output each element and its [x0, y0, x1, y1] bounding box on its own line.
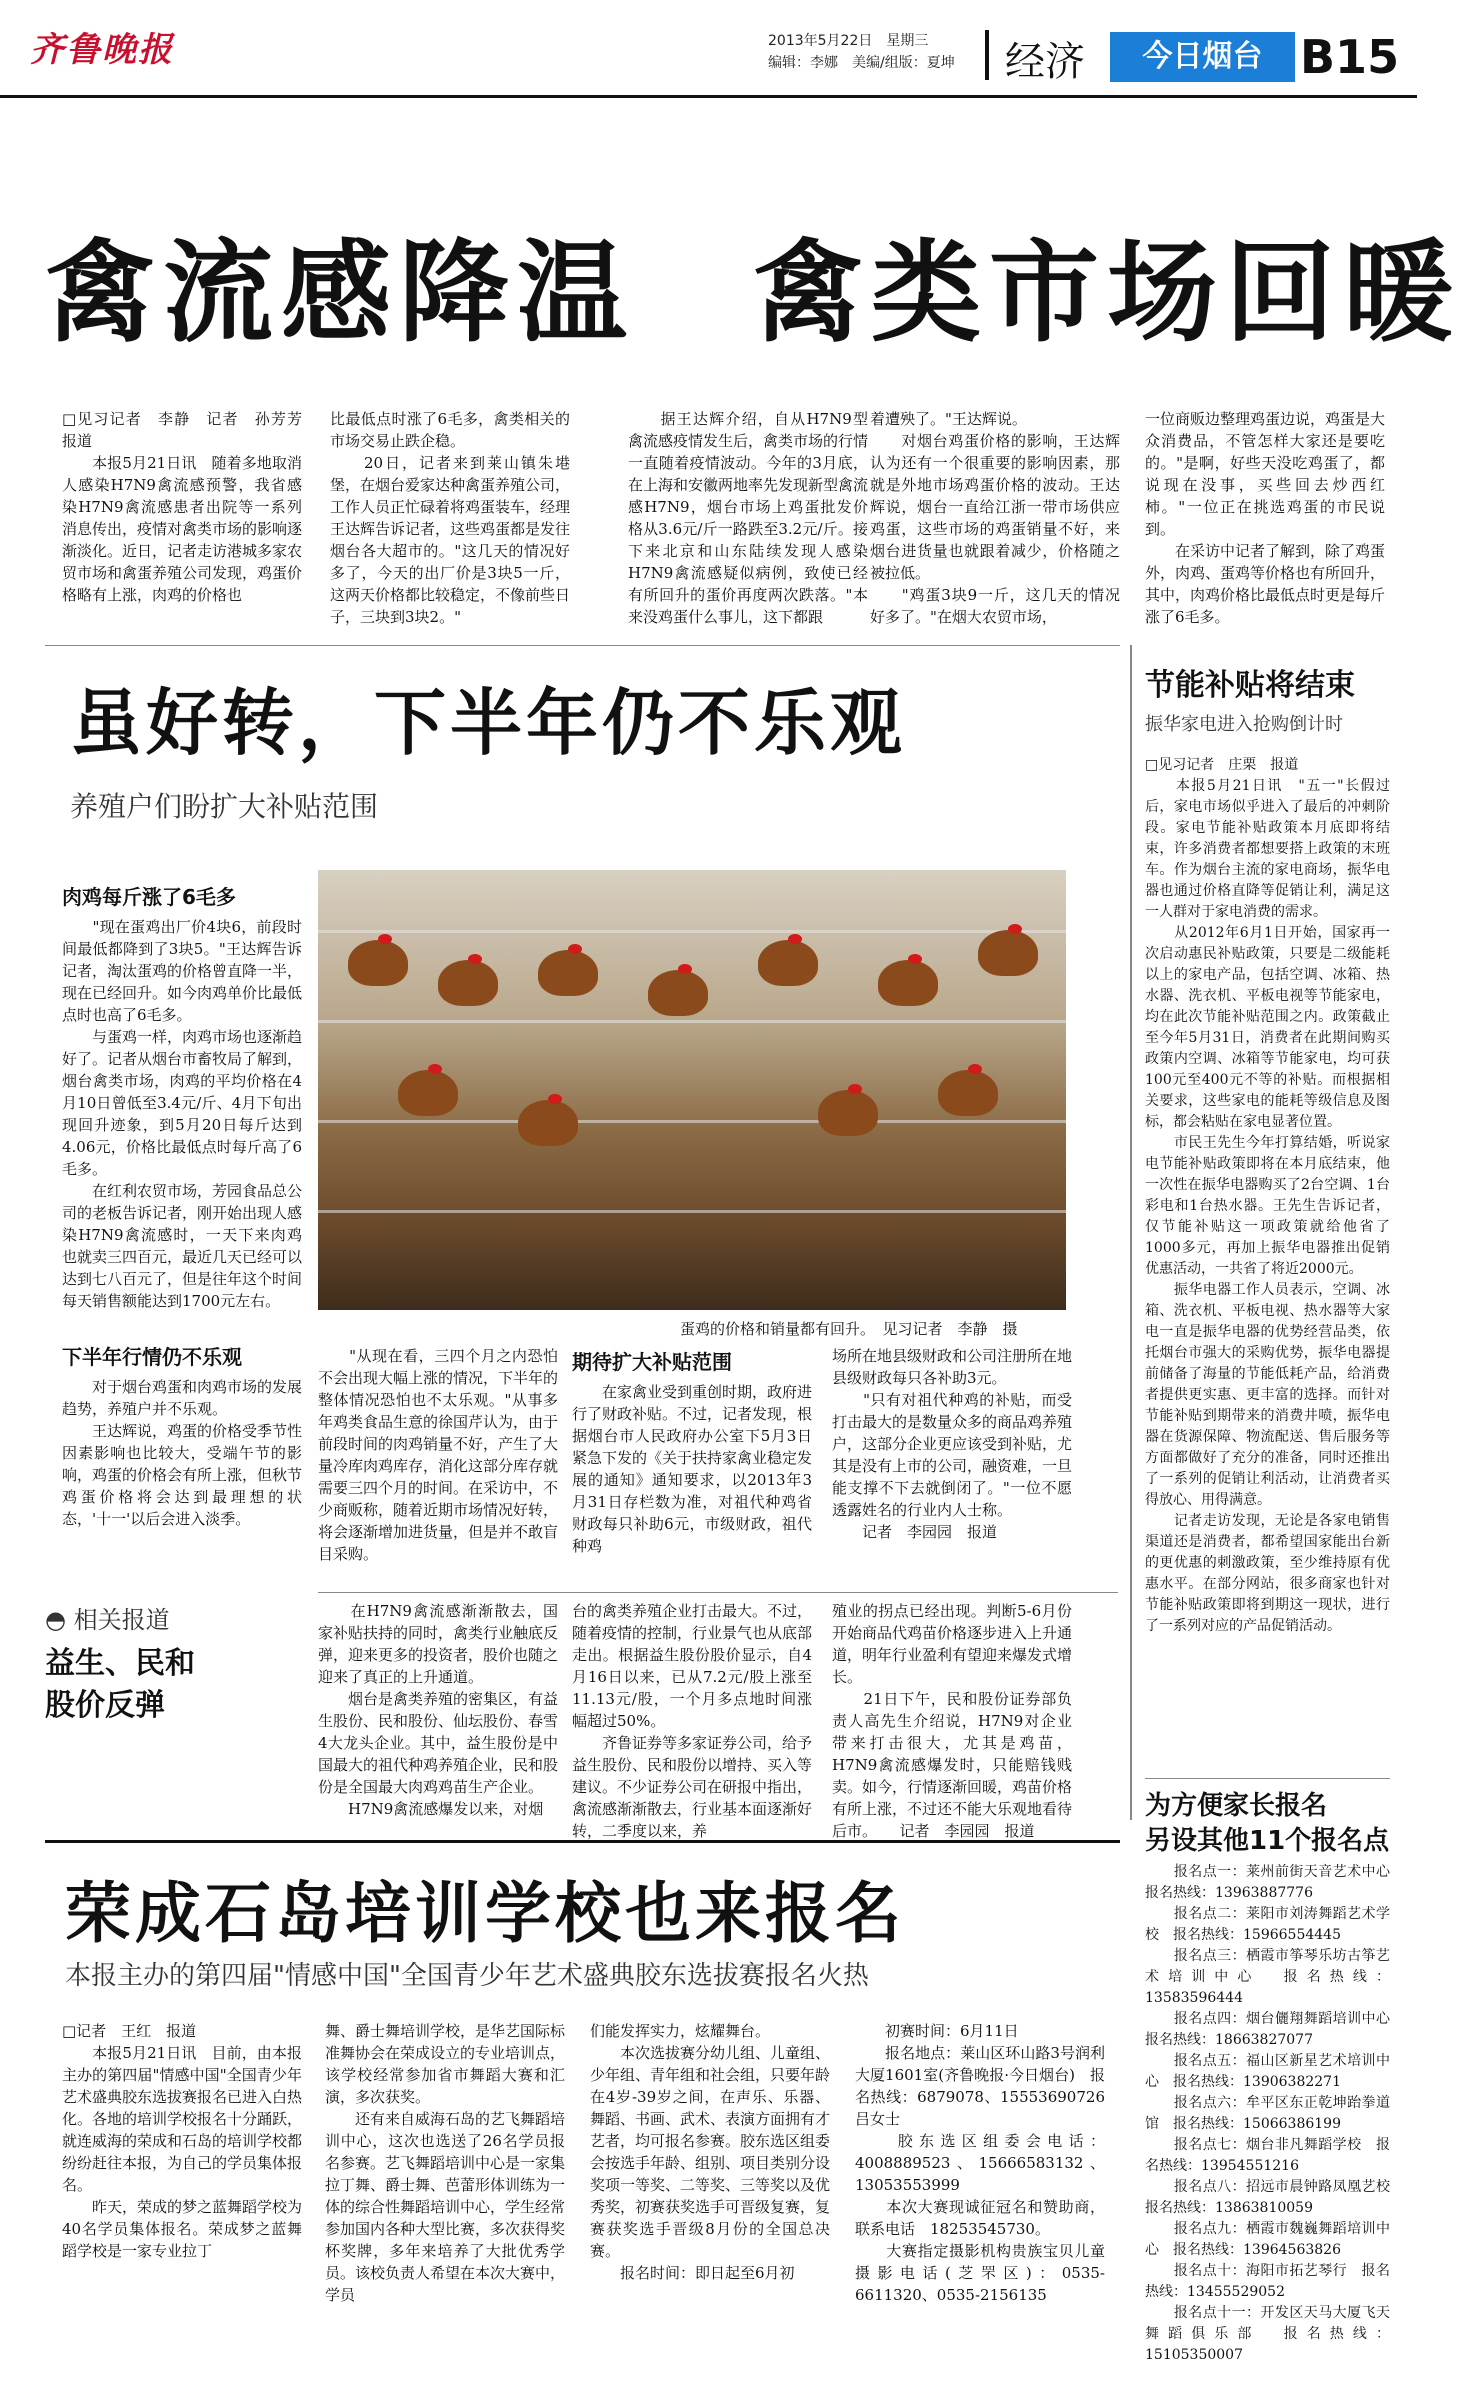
story3-column-2: 舞、爵士舞培训学校，是华艺国际标准舞协会在荣成设立的专业培训点，该学校经常参加省市舞蹈大赛和汇演，多次获奖。 还有来自威海石岛的艺飞舞蹈培训中心，这次也选送了26名学员报名参赛。艺飞舞蹈培训中心是一家集拉丁舞、爵士舞、芭蕾形体训练为一体的综合性舞蹈培训中心，学生经常参加国内各种大型比赛，多次获得奖杯奖牌，多年来培养了大批优秀学员。该校负责人希望在本次大赛中，学员 [325, 2022, 566, 2304]
issue-date: 2013年5月22日 星期三 [768, 33, 929, 49]
related-label-text: 相关报道 [73, 1606, 170, 1634]
story3-rule [45, 1840, 1120, 1843]
story2-headline: 虽好转，下半年仍不乐观 [70, 681, 907, 765]
story2-column-2 [62, 1340, 302, 1580]
related-column-1: 在H7N9禽流感渐渐散去，国家补贴扶持的同时，禽类行业触底反弹，迎来更多的投资者，股价也随之迎来了真正的上升通道。 烟台是禽类养殖的密集区，有益生股份、民和股份、仙坛股份、春雪4大龙头企业。其中，益生股份是中国最大的祖代种鸡养殖企业，民和股份是全国最大肉鸡鸡苗生产企业。 H7N9禽流感爆发以来，对烟 [318, 1602, 559, 1818]
story3-headline: 荣成石岛培训学校也来报名 [65, 1875, 905, 1952]
sidebar1-deck: 振华家电进入抢购倒计时 [1145, 714, 1343, 735]
sidebar2-subheadline: 另设其他11个报名点 [1145, 1826, 1390, 1856]
section-title: 期待扩大补贴范围 [572, 1350, 732, 1374]
dateline [768, 30, 955, 74]
story3-column-4: 初赛时间：6月11日 报名地点：莱山区环山路3号润利大厦1601室(齐鲁晚报·今日烟台) 报名热线：6879078、15553690726 吕女士 胶东选区组委会电话：4008889523、15666583132、13053553999 本次大赛现诚征冠名和赞助商，联系电话 18253545730。 大赛指定摄影机构贵族宝贝儿童摄影电话(芝罘区)：0535-6611320、0535-2156135 [855, 2022, 1105, 2304]
story2-column-4 [572, 1345, 812, 1585]
story3-deck: 本报主办的第四届"情感中国"全国青少年艺术盛典胶东选拔赛报名火热 [65, 1961, 869, 1991]
masthead-rule [0, 95, 1417, 98]
sidebar1-headline: 节能补贴将结束 [1145, 668, 1355, 703]
region-tag: 今日烟台 [1110, 32, 1295, 82]
related-report-box [45, 1600, 255, 1727]
editor-credits: 编辑：李娜 美编/组版：夏坤 [768, 55, 955, 71]
chicken-farm-photo [318, 870, 1066, 1310]
related-title [45, 1643, 255, 1727]
related-column-3: 殖业的拐点已经出现。判断5-6月份开始商品代鸡苗价格逐步进入上升通道，明年行业盈利有望迎来爆发式增长。 21日下午，民和股份证券部负责人高先生介绍说，H7N9对企业带来打击很大，尤其是鸡苗，H7N9禽流感爆发时，只能赔钱贱卖。如今，行情逐渐回暖，鸡苗价格有所上涨，不过还不能大乐观地看待后市。 记者 李园园 报道 [832, 1602, 1073, 1840]
lead-column-2: 比最低点时涨了6毛多，禽类相关的市场交易止跌企稳。 20日，记者来到莱山镇朱塂堡，在烟台爱家达种禽蛋养殖公司，工作人员正忙碌着将鸡蛋装车，经理王达辉告诉记者，这些鸡蛋都是发往烟台各大超市的。"这几天的情况好多了，今天的出厂价是3块5一斤，这两天价格都比较稳定，不像前些日子，三块到3块2。" [330, 410, 571, 626]
story2-deck: 养殖户们盼扩大补贴范围 [70, 790, 379, 823]
lead-divider [45, 645, 1120, 646]
lead-column-1: □见习记者 李静 记者 孙芳芳 报道 本报5月21日讯 随着多地取消人感染H7N9禽流感预警，我省感染H7N9禽流感患者出院等一系列消息传出，疫情对禽类市场的影响逐渐淡化。近日，记者走访港城多家农贸市场和禽蛋养殖公司发现，鸡蛋价格略有上涨，肉鸡的价格也 [62, 410, 303, 604]
section-title: 肉鸡每斤涨了6毛多 [62, 885, 236, 909]
sidebar-divider [1145, 1778, 1390, 1779]
lead-column-4: 着遭殃了。"王达辉说。 对烟台鸡蛋价格的影响，王达辉认为还有一个很重要的影响因素，那就是外地市场鸡蛋价格的波动。王达辉说，烟台一直给江浙一带市场供应鸡蛋，这些市场的鸡蛋销量不好，来烟台进货量也就跟着减少，价格随之被拉低。 "鸡蛋3块9一斤，这几天的情况好多了。"在烟大农贸市场， [870, 410, 1120, 626]
sidebar-rule [1130, 645, 1132, 1820]
story2-column-1 [62, 880, 303, 1310]
related-divider [318, 1592, 1118, 1593]
related-column-2: 台的禽类养殖企业打击最大。不过，随着疫情的控制，行业景气也从底部走出。根据益生股份股价显示，自4月16日以来，已从7.2元/股上涨至11.13元/股，一个月多点地时间涨幅超过50%。 齐鲁证券等多家证券公司，给予益生股份、民和股份以增持、买入等建议。不少证券公司在研报中指出，禽流感渐渐散去，行业基本面逐渐好转，二季度以来，养 [572, 1602, 813, 1840]
lead-headline: 禽流感降温 禽类市场回暖 [45, 229, 1461, 357]
story3-column-3: 们能发挥实力，炫耀舞台。 本次选拔赛分幼儿组、儿童组、少年组、青年组和社会组，只要年龄在4岁-39岁之间，在声乐、乐器、舞蹈、书画、武术、表演方面拥有才艺者，均可报名参赛。胶东选区组委会按选手年龄、组别、项目类别分设奖项一等奖、二等奖、三等奖以及优秀奖，初赛获奖选手可晋级复赛，复赛获奖选手晋级8月份的全国总决赛。 报名时间：即日起至6月初 [590, 2022, 831, 2282]
section-text: "现在蛋鸡出厂价4块6，前段时间最低都降到了3块5。"王达辉告诉记者，淘汰蛋鸡的价格曾直降一半，现在已经回升。如今肉鸡单价比最低点时也高了6毛多。 与蛋鸡一样，肉鸡市场也逐渐趋好了。记者从烟台市畜牧局了解到，烟台禽类市场，肉鸡的平均价格在4月10日曾低至3.4元/斤、4月下旬出现回升迹象，到5月20日每斤达到4.06元，价格比最低点时每斤高了6毛多。 在红利农贸市场，芳园食品总公司的老板告诉记者，刚开始出现人感染H7N9禽流感时，一天下来肉鸡也就卖三四百元，最近几天已经可以达到七八百元了，但是往年这个时间每天销售额能达到1700元左右。 [62, 918, 303, 1310]
sidebar2-headline: 为方便家长报名 [1145, 1791, 1328, 1821]
lead-column-5: 一位商贩边整理鸡蛋边说，鸡蛋是大众消费品，不管怎样大家还是要吃的。"是啊，好些天没吃鸡蛋了，都说现在没事，买些回去炒西红柿。"一位正在挑选鸡蛋的市民说到。 在采访中记者了解到，除了鸡蛋外，肉鸡、蛋鸡等价格也有所回升，其中，肉鸡价格比最低点时更是每斤涨了6毛多。 [1145, 410, 1386, 626]
page-number: B15 [1300, 30, 1400, 84]
story2-column-5: 场所在地县级财政和公司注册所在地县级财政每只各补助3元。 "只有对祖代种鸡的补贴，而受打击最大的是数量众多的商品鸡养殖户，这部分企业更应该受到补贴，尤其是没有上市的公司，融资难，一旦能支撑不下去就倒闭了。"一位不愿透露姓名的行业内人士称。 记者 李园园 报道 [832, 1347, 1073, 1541]
sidebar1-body: □见习记者 庄栗 报道 本报5月21日讯 "五一"长假过后，家电市场似乎进入了最后的冲刺阶段。家电节能补贴政策本月底即将结束，许多消费者都想要搭上政策的末班车。作为烟台主流的家电商场，振华电器也通过价格直降等促销让利，满足这一人群对于家电消费的需求。 从2012年6月1日开始，国家再一次启动惠民补贴政策，只要是二级能耗以上的家电产品，包括空调、冰箱、热水器、洗衣机、平板电视等节能家电，均在此次节能补贴范围之内。政策截止至今年5月31日，消费者在此期间购买政策内空调、冰箱等节能家电，均可获100元至400元不等的补贴。而根据相关要求，这些家电的能耗等级信息及图标，都会粘贴在家电显著位置。 市民王先生今年打算结婚，听说家电节能补贴政策即将在本月底结束，他一次性在振华电器购买了2台空调、1台彩电和1台热水器。王先生告诉记者，仅节能补贴这一项政策就给他省了1000多元，再加上振华电器推出促销优惠活动，一共省了将近2000元。 振华电器工作人员表示，空调、冰箱、洗衣机、平板电视、热水器等大家电一直是振华电器的优势经营品类，依托烟台市强大的采购优势，振华电器提前储备了海量的节能低耗产品，给消费者提供更实惠、更丰富的选择。而针对节能补贴到期带来的消费井喷，振华电器在货源保障、物流配送、售后服务等方面都做好了充分的准备，同时还推出了一系列的促销让利活动，让消费者买得放心、用得满意。 记者走访发现，无论是各家电销售渠道还是消费者，都希望国家能出台新的更优惠的刺激政策，至少维持原有优惠水平。在部分网站，很多商家也针对节能补贴政策即将到期这一现状，进行了一系列对应的产品促销活动。 [1145, 757, 1390, 1634]
sidebar2-body: 报名点一：莱州前街天音艺术中心 报名热线：13963887776 报名点二：莱阳市刘涛舞蹈艺术学校 报名热线：15966554445 报名点三：栖霞市筝琴乐坊古筝艺术培训中心 报名热线：13583596444 报名点四：烟台儷翔舞蹈培训中心 报名热线：18663827077 报名点五：福山区新星艺术培训中心 报名热线：13906382271 报名点六：牟平区东正乾坤跆拳道馆 报名热线：15066386199 报名点七：烟台非凡舞蹈学校 报名热线：13954551216 报名点八：招远市晨钟路凤凰艺校 报名热线：13863810059 报名点九：栖霞市魏巍舞蹈培训中心 报名热线：13964563826 报名点十：海阳市拓艺琴行 报名热线：13455529052 报名点十一：开发区天马大厦飞天舞蹈俱乐部 报名热线：15105350007 [1145, 1864, 1390, 2363]
section-name: 经济 [1005, 39, 1085, 85]
story2-column-3: "从现在看，三四个月之内恐怕不会出现大幅上涨的情况，下半年的整体情况恐怕也不太乐观。"从事多年鸡类食品生意的徐国芹认为，由于前段时间的肉鸡销量不好，产生了大量冷库肉鸡库存，消化这部分库存就需要三四个月的时间。在采访中，不少商贩称，随着近期市场情况好转，将会逐渐增加进货量，但是并不敢盲目采购。 [318, 1347, 559, 1563]
related-title-line: 益生、民和 [45, 1646, 195, 1681]
section-text: 在家禽业受到重创时期，政府进行了财政补贴。不过，记者发现，根据烟台市人民政府办公室下5月3日紧急下发的《关于扶持家禽业稳定发展的通知》通知要求，以2013年3月31日存栏数为准，对祖代种鸡省财政每只补助6元，市级财政，祖代种鸡 [572, 1383, 813, 1555]
related-label: ◓ 相关报道 [45, 1606, 170, 1634]
section-text: 对于烟台鸡蛋和肉鸡市场的发展趋势，养殖户并不乐观。 王达辉说，鸡蛋的价格受季节性因素影响也比较大，受端午节的影响，鸡蛋的价格会有所上涨，但秋节鸡蛋价格将会达到最理想的状态，'十一'以后会进入淡季。 [62, 1378, 303, 1528]
photo-caption: 蛋鸡的价格和销量都有回升。 见习记者 李静 摄 [680, 1320, 1018, 1338]
masthead [0, 0, 1417, 95]
lead-column-3: 据王达辉介绍，自从H7N9型禽流感疫情发生后，禽类市场的行情一直随着疫情波动。今年的3月底，在上海和安徽两地率先发现新型禽流感H7N9，烟台市场上鸡蛋批发价格从3.6元/斤一路跌至3.2元/斤。接下来北京和山东陆续发现人感染H7N9禽流感疑似病例，致使已经有所回升的蛋价再度两次跌落。"本来没鸡蛋什么事儿，这下都跟 [628, 410, 869, 626]
newspaper-logo: 齐鲁晚报 [30, 30, 174, 70]
section-divider [985, 30, 989, 80]
story3-column-1: □记者 王红 报道 本报5月21日讯 目前，由本报主办的第四届"情感中国"全国青少年艺术盛典胶东选拔赛报名已进入白热化。各地的培训学校报名十分踊跃，就连威海的荣成和石岛的培训学校都纷纷赶往本报，为自己的学员集体报名。 昨天，荣成的梦之蓝舞蹈学校为40名学员集体报名。荣成梦之蓝舞蹈学校是一家专业拉丁 [62, 2022, 303, 2260]
related-title-line: 股价反弹 [45, 1688, 165, 1723]
section-title: 下半年行情仍不乐观 [62, 1345, 242, 1369]
